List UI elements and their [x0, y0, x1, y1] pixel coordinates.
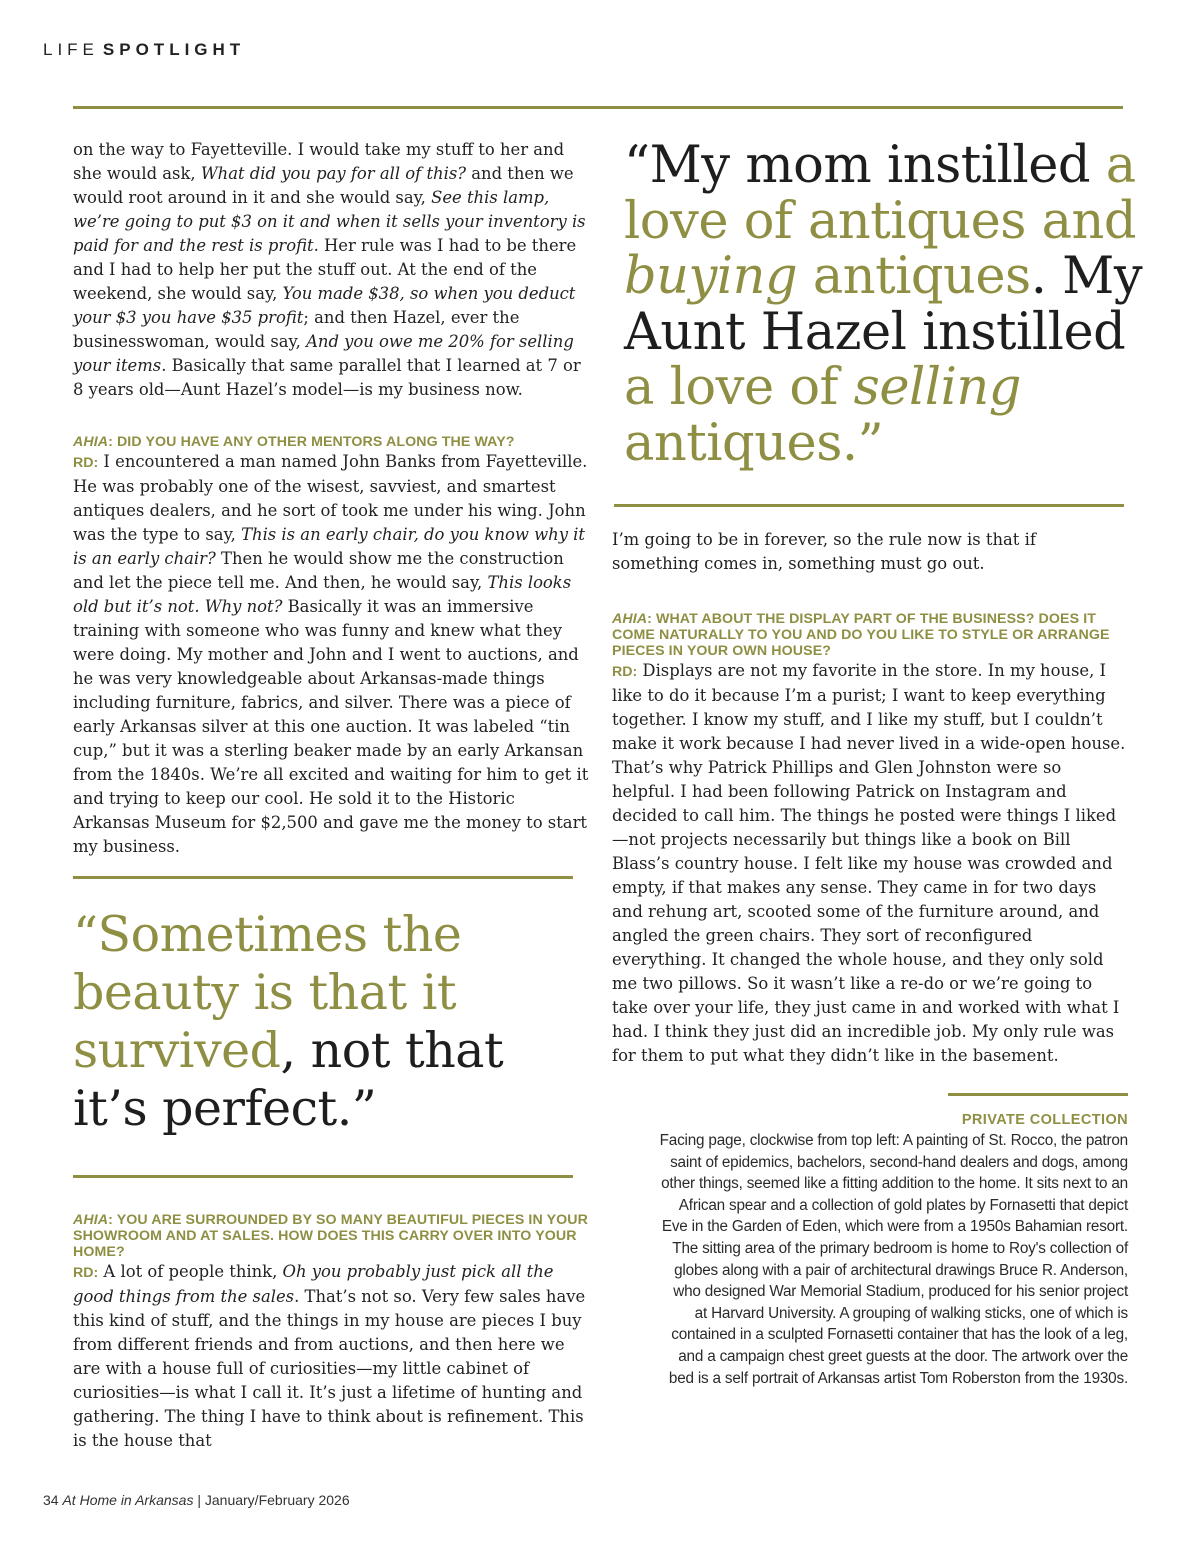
left-column-top	[73, 138, 593, 859]
quote-divider-top	[73, 876, 573, 879]
text-run: antiques	[797, 247, 1031, 306]
magazine-name: At Home in Arkansas	[62, 1492, 194, 1508]
text-run: selling	[853, 358, 1021, 417]
text-run: . My Aunt Hazel instilled	[624, 247, 1143, 362]
text-run: Oh you probably just pick all the good things from the sales.	[73, 1262, 554, 1306]
text-run: This is an early chair, do you know why it is an early chair?	[73, 525, 586, 568]
issue-date: January/February 2026	[204, 1492, 350, 1508]
answer-mentors	[73, 450, 593, 859]
question-tag: AHIA	[612, 611, 648, 627]
text-run: Then he would show me the construction and let the piece tell me. And then, he would say,	[73, 549, 564, 592]
text-run: . Her rule was I had to be there and I had to help her put the stuff out. At the end of the weekend, she would say,	[73, 236, 577, 303]
answer-body	[73, 1262, 585, 1450]
page-footer	[43, 1492, 350, 1508]
intro-paragraph	[73, 138, 593, 402]
question-text: : WHAT ABOUT THE DISPLAY PART OF THE BUSINESS? DOES IT COME NATURALLY TO YOU AND DO YOU LIKE TO STYLE OR ARRANGE PIECES IN YOUR OWN HOUSE?	[612, 611, 1110, 659]
section-header	[43, 40, 245, 60]
text-run: , not that it’s perfect.”	[73, 1022, 504, 1137]
text-run: a love of	[624, 358, 854, 417]
pull-quote-survived	[73, 906, 553, 1138]
text-run: antiques.”	[624, 413, 884, 473]
text-run: I encountered a man named John Banks from Fayetteville. He was probably one of the wisest, savviest, and smartest antiques dealers, and he sort of took me under his wing. John was the type to say,	[73, 452, 588, 544]
question-text: : DID YOU HAVE ANY OTHER MENTORS ALONG THE WAY?	[108, 434, 515, 450]
text-run: “Sometimes the beauty is that it survived	[73, 906, 462, 1079]
text-run: See this lamp, we’re going to put $3 on it and when it sells your inventory is paid for and the rest is profit	[73, 188, 586, 255]
question-tag: AHIA	[73, 1212, 109, 1228]
text-run: ; and then Hazel, ever the businesswoman, would say,	[73, 308, 520, 351]
answer-body	[73, 452, 588, 856]
text-run: This looks old but it’s not. Why not?	[73, 573, 572, 616]
text-run: a love of antiques and	[624, 136, 1137, 251]
right-quote-divider	[614, 504, 1124, 507]
answer-display	[612, 659, 1127, 1068]
answer-label: RD:	[73, 1265, 99, 1281]
answer-home	[73, 1260, 593, 1453]
answer-body: Displays are not my favorite in the store. In my house, I like to do it because I’m a purist; I want to keep everything together. I know my stuff, and I like my stuff, but I couldn’t make it work because I had never lived in a wide-open house. That’s why Patrick Phillips and Glen Johnston were so helpful. I had been following Patrick on Instagram and decided to call him. The things he posted were things I liked—not projects necessarily but things like a book on Bill Blass’s country house. I felt like my house was crowded and empty, if that makes any sense. They came in for two days and rehung art, scooted some of the furniture around, and angled the green chairs. They sort of reconfigured everything. It changed the whole house, and they only sold me two pillows. So it wasn’t like a re-do or we’re going to take over your life, they just came in and worked with what I had. I think they just did an incredible job. My only rule was for them to put what they didn’t like in the basement.	[612, 661, 1126, 1065]
footer-separator: |	[193, 1492, 205, 1508]
question-tag: AHIA	[73, 434, 109, 450]
pull-quote-mom	[624, 138, 1144, 471]
forever-paragraph: I’m going to be in forever, so the rule now is that if something comes in, something must go out.	[612, 530, 1036, 573]
section-label-bold: SPOTLIGHT	[102, 40, 246, 59]
top-divider	[73, 106, 1123, 109]
quote-divider-bottom	[73, 1175, 573, 1178]
text-run: What did you pay for all of this?	[200, 164, 467, 183]
text-run: “My mom instilled	[624, 136, 1106, 195]
text-run: on the way to Fayetteville. I would take my stuff to her and she would ask,	[73, 140, 565, 183]
text-run: and then we would root around in it and she would say,	[73, 164, 574, 207]
question-text: : YOU ARE SURROUNDED BY SO MANY BEAUTIFUL PIECES IN YOUR SHOWROOM AND AT SALES. HOW DOES THIS CARRY OVER INTO YOUR HOME?	[73, 1212, 588, 1260]
text-run: . Basically that same parallel that I learned at 7 or 8 years old—Aunt Hazel’s model—is my business now.	[73, 356, 581, 399]
section-label: LIFE	[43, 40, 99, 59]
caption-title: PRIVATE COLLECTION	[961, 1112, 1128, 1128]
text-run: And you owe me 20% for selling your items	[73, 332, 574, 375]
text-run: A lot of people think,	[98, 1262, 283, 1281]
photo-caption	[658, 1110, 1128, 1389]
answer-label: RD:	[73, 455, 99, 471]
page-number: 34	[43, 1492, 59, 1508]
text-run: Basically it was an immersive training with someone who was funny and knew what they were doing. My mother and John and I went to auctions, and he was very knowledgeable about Arkansas-made things including furniture, fabrics, and silver. There was a piece of early Arkansas silver at this one auction. It was labeled “tin cup,” but it was a sterling beaker made by an early Arkansan from the 1840s. We’re all excited and waiting for him to get it and trying to keep our cool. He sold it to the Historic Arkansas Museum for $2,500 and gave me the money to start my business.	[73, 597, 589, 856]
text-run: buying	[624, 247, 798, 306]
right-column	[612, 528, 1127, 1068]
question-home	[73, 1212, 593, 1260]
answer-label: RD:	[612, 664, 638, 680]
question-mentors	[73, 434, 593, 450]
text-run: You made $38, so when you deduct your $3 you have $35 profit	[73, 284, 576, 327]
left-column-bottom	[73, 1212, 593, 1453]
caption-body: Facing page, clockwise from top left: A painting of St. Rocco, the patron saint of epidemics, bachelors, second-hand dealers and dogs, among other things, seemed like a fitting addition to the home. It sits next to an African spear and a collection of gold plates by Fornasetti that depict Eve in the Garden of Eden, which were from a 1950s Bahamian resort. The sitting area of the primary bedroom is home to Roy's collection of globes along with a pair of architectural drawings Bruce R. Anderson, who designed War Memorial Stadium, produced for his senior project at Harvard University. A grouping of walking sticks, one of which is contained in a sculpted Fornasetti container that has the look of a leg, and a campaign chest greet guests at the door. The artwork over the bed is a self portrait of Arkansas artist Tom Roberston from the 1930s.	[659, 1132, 1128, 1387]
caption-divider	[948, 1093, 1128, 1096]
question-display	[612, 611, 1127, 659]
text-run: That’s not so. Very few sales have this kind of stuff, and the things in my house are pieces I buy from different friends and from auctions, and then here we are with a house full of curiosities—my little cabinet of curiosities—is what I call it. It’s just a lifetime of hunting and gathering. The thing I have to think about is refinement. This is the house that	[73, 1287, 586, 1450]
